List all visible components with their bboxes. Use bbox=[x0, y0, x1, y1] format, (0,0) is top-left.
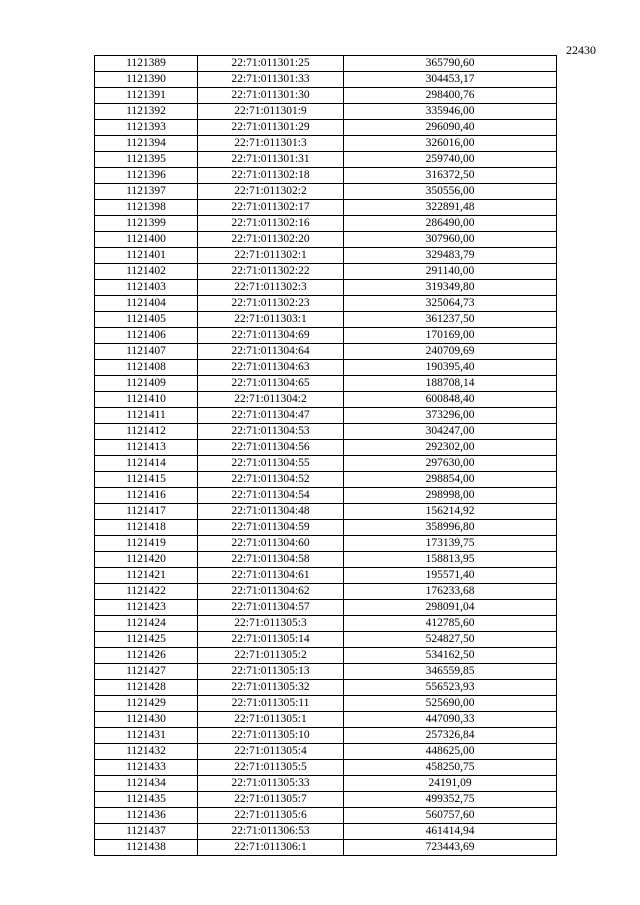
table-row bbox=[95, 440, 557, 456]
table-row bbox=[95, 328, 557, 344]
value-cell: 298998,00 bbox=[344, 488, 557, 504]
value-cell: 259740,00 bbox=[344, 152, 557, 168]
value-cell: 329483,79 bbox=[344, 248, 557, 264]
table-row bbox=[95, 152, 557, 168]
table-row bbox=[95, 248, 557, 264]
cadastral-number-cell: 22:71:011301:30 bbox=[198, 88, 344, 104]
value-cell: 365790,60 bbox=[344, 56, 557, 72]
cadastral-number-cell: 22:71:011305:11 bbox=[198, 696, 344, 712]
table-row bbox=[95, 184, 557, 200]
row-number-cell: 1121402 bbox=[95, 264, 198, 280]
table-row bbox=[95, 376, 557, 392]
value-cell: 316372,50 bbox=[344, 168, 557, 184]
row-number-cell: 1121397 bbox=[95, 184, 198, 200]
table-row bbox=[95, 552, 557, 568]
cadastral-number-cell: 22:71:011304:55 bbox=[198, 456, 344, 472]
value-cell: 346559,85 bbox=[344, 664, 557, 680]
table-row bbox=[95, 616, 557, 632]
table-row bbox=[95, 792, 557, 808]
row-number-cell: 1121395 bbox=[95, 152, 198, 168]
value-cell: 170169,00 bbox=[344, 328, 557, 344]
row-number-cell: 1121421 bbox=[95, 568, 198, 584]
row-number-cell: 1121413 bbox=[95, 440, 198, 456]
cadastral-number-cell: 22:71:011305:14 bbox=[198, 632, 344, 648]
table-row bbox=[95, 72, 557, 88]
row-number-cell: 1121403 bbox=[95, 280, 198, 296]
value-cell: 458250,75 bbox=[344, 760, 557, 776]
value-cell: 298400,76 bbox=[344, 88, 557, 104]
row-number-cell: 1121420 bbox=[95, 552, 198, 568]
table-row bbox=[95, 216, 557, 232]
cadastral-number-cell: 22:71:011301:3 bbox=[198, 136, 344, 152]
cadastral-number-cell: 22:71:011302:2 bbox=[198, 184, 344, 200]
row-number-cell: 1121398 bbox=[95, 200, 198, 216]
value-cell: 257326,84 bbox=[344, 728, 557, 744]
value-cell: 447090,33 bbox=[344, 712, 557, 728]
value-cell: 190395,40 bbox=[344, 360, 557, 376]
table-row bbox=[95, 584, 557, 600]
table-row bbox=[95, 104, 557, 120]
cadastral-number-cell: 22:71:011302:22 bbox=[198, 264, 344, 280]
value-cell: 319349,80 bbox=[344, 280, 557, 296]
cadastral-number-cell: 22:71:011302:16 bbox=[198, 216, 344, 232]
row-number-cell: 1121393 bbox=[95, 120, 198, 136]
cadastral-number-cell: 22:71:011301:9 bbox=[198, 104, 344, 120]
cadastral-number-cell: 22:71:011301:29 bbox=[198, 120, 344, 136]
row-number-cell: 1121418 bbox=[95, 520, 198, 536]
row-number-cell: 1121396 bbox=[95, 168, 198, 184]
row-number-cell: 1121430 bbox=[95, 712, 198, 728]
cadastral-number-cell: 22:71:011301:33 bbox=[198, 72, 344, 88]
cadastral-number-cell: 22:71:011304:63 bbox=[198, 360, 344, 376]
row-number-cell: 1121409 bbox=[95, 376, 198, 392]
cadastral-number-cell: 22:71:011305:33 bbox=[198, 776, 344, 792]
cadastral-number-cell: 22:71:011302:17 bbox=[198, 200, 344, 216]
cadastral-number-cell: 22:71:011305:5 bbox=[198, 760, 344, 776]
cadastral-number-cell: 22:71:011304:65 bbox=[198, 376, 344, 392]
cadastral-number-cell: 22:71:011304:60 bbox=[198, 536, 344, 552]
value-cell: 534162,50 bbox=[344, 648, 557, 664]
value-cell: 188708,14 bbox=[344, 376, 557, 392]
row-number-cell: 1121414 bbox=[95, 456, 198, 472]
value-cell: 556523,93 bbox=[344, 680, 557, 696]
table-row bbox=[95, 120, 557, 136]
cadastral-number-cell: 22:71:011304:52 bbox=[198, 472, 344, 488]
value-cell: 304247,00 bbox=[344, 424, 557, 440]
value-cell: 723443,69 bbox=[344, 840, 557, 856]
cadastral-number-cell: 22:71:011304:62 bbox=[198, 584, 344, 600]
value-cell: 525690,00 bbox=[344, 696, 557, 712]
row-number-cell: 1121423 bbox=[95, 600, 198, 616]
table-row bbox=[95, 680, 557, 696]
row-number-cell: 1121411 bbox=[95, 408, 198, 424]
cadastral-number-cell: 22:71:011304:56 bbox=[198, 440, 344, 456]
row-number-cell: 1121436 bbox=[95, 808, 198, 824]
cadastral-number-cell: 22:71:011305:32 bbox=[198, 680, 344, 696]
cadastral-number-cell: 22:71:011305:10 bbox=[198, 728, 344, 744]
value-cell: 24191,09 bbox=[344, 776, 557, 792]
cadastral-number-cell: 22:71:011305:13 bbox=[198, 664, 344, 680]
table-row bbox=[95, 728, 557, 744]
value-cell: 292302,00 bbox=[344, 440, 557, 456]
cadastral-number-cell: 22:71:011301:25 bbox=[198, 56, 344, 72]
cadastral-number-cell: 22:71:011302:23 bbox=[198, 296, 344, 312]
row-number-cell: 1121433 bbox=[95, 760, 198, 776]
table-row bbox=[95, 520, 557, 536]
row-number-cell: 1121415 bbox=[95, 472, 198, 488]
cadastral-number-cell: 22:71:011304:59 bbox=[198, 520, 344, 536]
row-number-cell: 1121426 bbox=[95, 648, 198, 664]
value-cell: 307960,00 bbox=[344, 232, 557, 248]
value-cell: 322891,48 bbox=[344, 200, 557, 216]
table-row bbox=[95, 408, 557, 424]
value-cell: 176233,68 bbox=[344, 584, 557, 600]
row-number-cell: 1121390 bbox=[95, 72, 198, 88]
row-number-cell: 1121404 bbox=[95, 296, 198, 312]
value-cell: 600848,40 bbox=[344, 392, 557, 408]
table-row bbox=[95, 808, 557, 824]
value-cell: 240709,69 bbox=[344, 344, 557, 360]
cadastral-number-cell: 22:71:011305:2 bbox=[198, 648, 344, 664]
table-row bbox=[95, 696, 557, 712]
table-row bbox=[95, 296, 557, 312]
cadastral-number-cell: 22:71:011302:18 bbox=[198, 168, 344, 184]
value-cell: 412785,60 bbox=[344, 616, 557, 632]
table-row bbox=[95, 600, 557, 616]
table-row bbox=[95, 744, 557, 760]
table-row bbox=[95, 168, 557, 184]
row-number-cell: 1121437 bbox=[95, 824, 198, 840]
row-number-cell: 1121406 bbox=[95, 328, 198, 344]
row-number-cell: 1121401 bbox=[95, 248, 198, 264]
cadastral-number-cell: 22:71:011303:1 bbox=[198, 312, 344, 328]
cadastral-number-cell: 22:71:011301:31 bbox=[198, 152, 344, 168]
row-number-cell: 1121407 bbox=[95, 344, 198, 360]
row-number-cell: 1121431 bbox=[95, 728, 198, 744]
value-cell: 350556,00 bbox=[344, 184, 557, 200]
cadastral-number-cell: 22:71:011304:64 bbox=[198, 344, 344, 360]
table-row bbox=[95, 472, 557, 488]
table-body bbox=[95, 56, 557, 856]
value-cell: 296090,40 bbox=[344, 120, 557, 136]
row-number-cell: 1121391 bbox=[95, 88, 198, 104]
cadastral-number-cell: 22:71:011306:53 bbox=[198, 824, 344, 840]
table-row bbox=[95, 56, 557, 72]
table-row bbox=[95, 648, 557, 664]
cadastral-number-cell: 22:71:011304:69 bbox=[198, 328, 344, 344]
cadastral-number-cell: 22:71:011304:61 bbox=[198, 568, 344, 584]
row-number-cell: 1121424 bbox=[95, 616, 198, 632]
cadastral-number-cell: 22:71:011306:1 bbox=[198, 840, 344, 856]
table-row bbox=[95, 200, 557, 216]
value-cell: 560757,60 bbox=[344, 808, 557, 824]
cadastral-number-cell: 22:71:011304:48 bbox=[198, 504, 344, 520]
table-row bbox=[95, 312, 557, 328]
cadastral-number-cell: 22:71:011302:20 bbox=[198, 232, 344, 248]
value-cell: 335946,00 bbox=[344, 104, 557, 120]
table-row bbox=[95, 488, 557, 504]
table-row bbox=[95, 632, 557, 648]
value-cell: 524827,50 bbox=[344, 632, 557, 648]
value-cell: 297630,00 bbox=[344, 456, 557, 472]
cadastral-value-table bbox=[94, 55, 557, 856]
value-cell: 499352,75 bbox=[344, 792, 557, 808]
table-row bbox=[95, 760, 557, 776]
cadastral-number-cell: 22:71:011302:1 bbox=[198, 248, 344, 264]
table-row bbox=[95, 776, 557, 792]
table-row bbox=[95, 264, 557, 280]
row-number-cell: 1121425 bbox=[95, 632, 198, 648]
cadastral-number-cell: 22:71:011304:53 bbox=[198, 424, 344, 440]
row-number-cell: 1121427 bbox=[95, 664, 198, 680]
table-row bbox=[95, 88, 557, 104]
value-cell: 298854,00 bbox=[344, 472, 557, 488]
row-number-cell: 1121422 bbox=[95, 584, 198, 600]
row-number-cell: 1121417 bbox=[95, 504, 198, 520]
table-row bbox=[95, 504, 557, 520]
cadastral-number-cell: 22:71:011305:7 bbox=[198, 792, 344, 808]
cadastral-number-cell: 22:71:011304:58 bbox=[198, 552, 344, 568]
value-cell: 291140,00 bbox=[344, 264, 557, 280]
row-number-cell: 1121419 bbox=[95, 536, 198, 552]
cadastral-number-cell: 22:71:011305:3 bbox=[198, 616, 344, 632]
cadastral-number-cell: 22:71:011304:57 bbox=[198, 600, 344, 616]
value-cell: 158813,95 bbox=[344, 552, 557, 568]
value-cell: 304453,17 bbox=[344, 72, 557, 88]
cadastral-number-cell: 22:71:011305:1 bbox=[198, 712, 344, 728]
row-number-cell: 1121389 bbox=[95, 56, 198, 72]
cadastral-number-cell: 22:71:011305:6 bbox=[198, 808, 344, 824]
value-cell: 286490,00 bbox=[344, 216, 557, 232]
row-number-cell: 1121432 bbox=[95, 744, 198, 760]
cadastral-number-cell: 22:71:011304:54 bbox=[198, 488, 344, 504]
cadastral-number-cell: 22:71:011304:47 bbox=[198, 408, 344, 424]
row-number-cell: 1121438 bbox=[95, 840, 198, 856]
page-number: 22430 bbox=[566, 43, 596, 57]
row-number-cell: 1121400 bbox=[95, 232, 198, 248]
table-row bbox=[95, 536, 557, 552]
row-number-cell: 1121428 bbox=[95, 680, 198, 696]
row-number-cell: 1121399 bbox=[95, 216, 198, 232]
row-number-cell: 1121412 bbox=[95, 424, 198, 440]
table-row bbox=[95, 344, 557, 360]
cadastral-number-cell: 22:71:011302:3 bbox=[198, 280, 344, 296]
table-row bbox=[95, 712, 557, 728]
value-cell: 156214,92 bbox=[344, 504, 557, 520]
value-cell: 461414,94 bbox=[344, 824, 557, 840]
value-cell: 358996,80 bbox=[344, 520, 557, 536]
row-number-cell: 1121434 bbox=[95, 776, 198, 792]
table-row bbox=[95, 360, 557, 376]
table-row bbox=[95, 392, 557, 408]
table-row bbox=[95, 280, 557, 296]
row-number-cell: 1121410 bbox=[95, 392, 198, 408]
row-number-cell: 1121429 bbox=[95, 696, 198, 712]
row-number-cell: 1121408 bbox=[95, 360, 198, 376]
row-number-cell: 1121394 bbox=[95, 136, 198, 152]
cadastral-number-cell: 22:71:011304:2 bbox=[198, 392, 344, 408]
row-number-cell: 1121405 bbox=[95, 312, 198, 328]
row-number-cell: 1121392 bbox=[95, 104, 198, 120]
table-row bbox=[95, 568, 557, 584]
table-row bbox=[95, 664, 557, 680]
cadastral-number-cell: 22:71:011305:4 bbox=[198, 744, 344, 760]
table-row bbox=[95, 232, 557, 248]
value-cell: 326016,00 bbox=[344, 136, 557, 152]
table-row bbox=[95, 424, 557, 440]
table-row bbox=[95, 136, 557, 152]
value-cell: 373296,00 bbox=[344, 408, 557, 424]
table-row bbox=[95, 840, 557, 856]
value-cell: 298091,04 bbox=[344, 600, 557, 616]
value-cell: 448625,00 bbox=[344, 744, 557, 760]
value-cell: 195571,40 bbox=[344, 568, 557, 584]
table-row bbox=[95, 824, 557, 840]
row-number-cell: 1121416 bbox=[95, 488, 198, 504]
value-cell: 173139,75 bbox=[344, 536, 557, 552]
row-number-cell: 1121435 bbox=[95, 792, 198, 808]
value-cell: 361237,50 bbox=[344, 312, 557, 328]
table-row bbox=[95, 456, 557, 472]
value-cell: 325064,73 bbox=[344, 296, 557, 312]
